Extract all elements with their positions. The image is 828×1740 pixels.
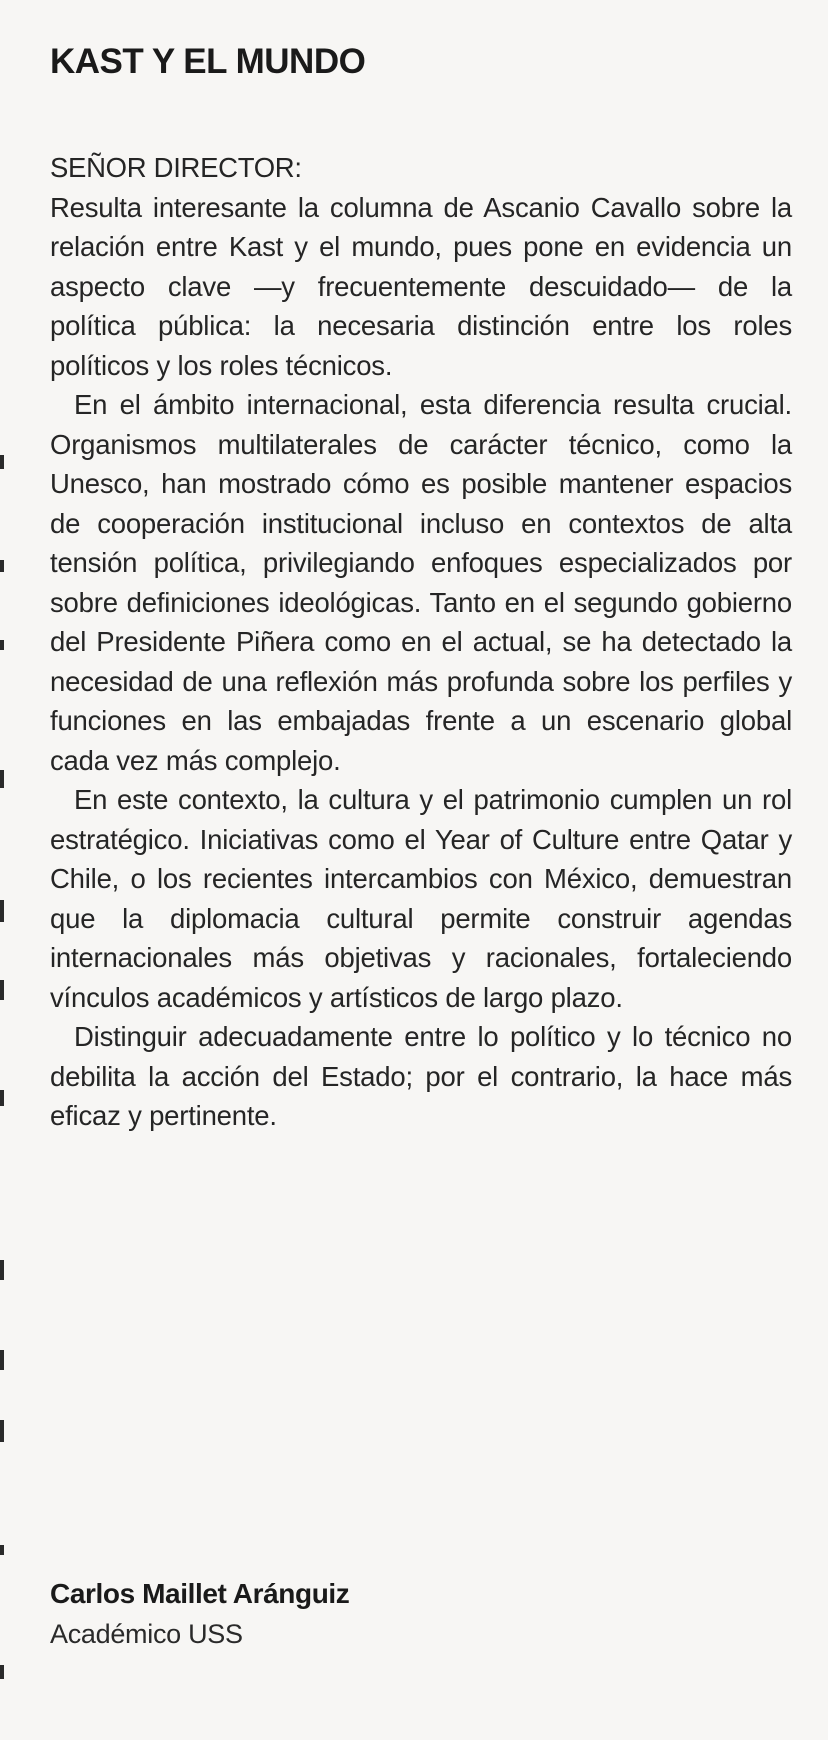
edge-mark (0, 1090, 4, 1106)
edge-mark (0, 640, 4, 650)
edge-mark (0, 1350, 4, 1370)
letter-paragraph: Distinguir adecuadamente entre lo político y lo técnico no debilita la acción del Estado; por el contrario, la hace más eficaz y pertinente. (50, 1021, 792, 1131)
edge-mark (0, 1260, 4, 1280)
edge-mark (0, 1420, 4, 1442)
author-affiliation: Académico USS (50, 1619, 243, 1649)
edge-mark (0, 1545, 4, 1555)
letter-paragraph: Resulta interesante la columna de Ascanio Cavallo sobre la relación entre Kast y el mundo, pues pone en evidencia un aspecto clave —y frecuentemente descuidado— de la política pública: la necesaria distinción entre los roles políticos y los roles técnicos. (50, 191, 792, 381)
letter-signature (50, 1574, 790, 1654)
letter-headline: KAST Y EL MUNDO (50, 42, 366, 81)
letter-paragraph: En este contexto, la cultura y el patrimonio cumplen un rol estratégico. Iniciativas como el Year of Culture entre Qatar y Chile, o los recientes intercambios con México, demuestran que la diplomacia cultural permite construir agendas internacionales más objetivas y racionales, fortaleciendo vínculos académicos y artísticos de largo plazo. (50, 784, 792, 1013)
adjacent-column-edge (0, 0, 6, 1740)
edge-mark (0, 560, 4, 572)
letter-paragraph: En el ámbito internacional, esta diferencia resulta crucial. Organismos multilaterales de carácter técnico, como la Unesco, han mostrado cómo es posible mantener espacios de cooperación institucional incluso en contextos de alta tensión política, privilegiando enfoques especializados por sobre definiciones ideológicas. Tanto en el segundo gobierno del Presidente Piñera como en el actual, se ha detectado la necesidad de una reflexión más profunda sobre los perfiles y funciones en las embajadas frente a un escenario global cada vez más complejo. (50, 389, 792, 776)
author-name: Carlos Maillet Aránguiz (50, 1578, 350, 1609)
edge-mark (0, 980, 4, 1000)
edge-mark (0, 1665, 4, 1679)
edge-mark (0, 900, 4, 922)
edge-mark (0, 455, 4, 469)
letter-body (50, 148, 792, 1136)
letter-salutation: SEÑOR DIRECTOR: (50, 152, 302, 183)
edge-mark (0, 770, 4, 788)
